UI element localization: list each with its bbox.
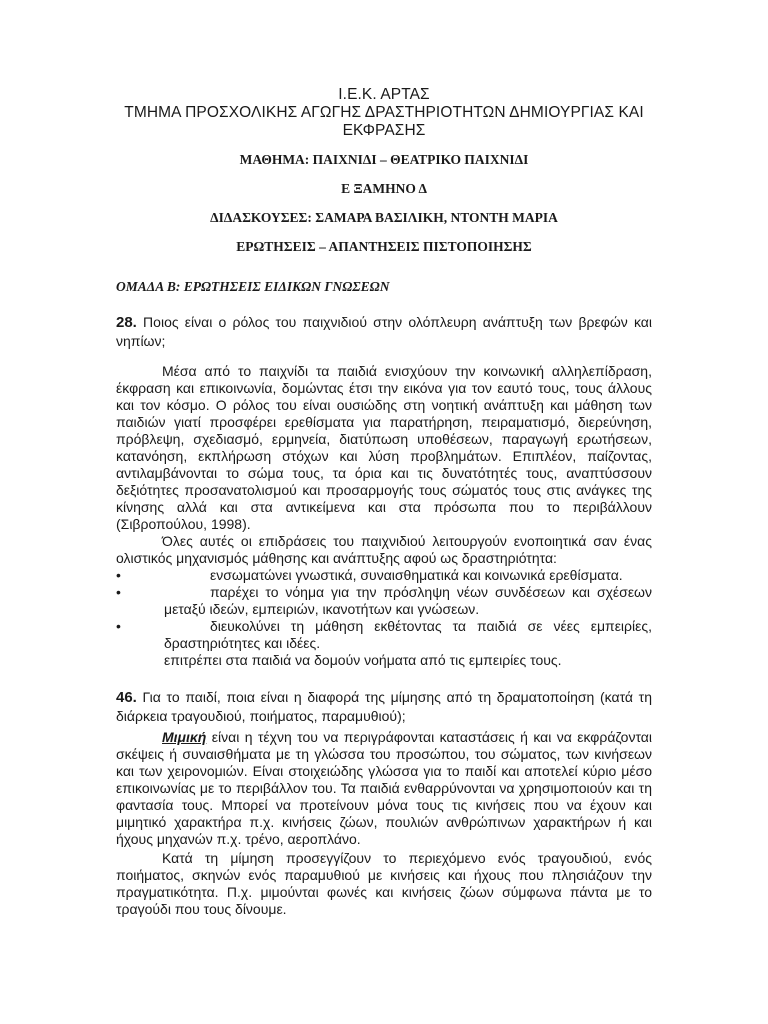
bullet-icon: • [116, 584, 121, 600]
document-subtitle: ΕΡΩΤΗΣΕΙΣ – ΑΠΑΝΤΗΣΕΙΣ ΠΙΣΤΟΠΟΙΗΣΗΣ [236, 239, 532, 254]
course-title: ΜΑΘΗΜΑ: ΠΑΙΧΝΙΔΙ – ΘΕΑΤΡΙΚΟ ΠΑΙΧΝΙΔΙ [239, 152, 529, 167]
bullet-icon: • [116, 618, 121, 634]
answer-28 [116, 363, 652, 669]
question-number: 28. [116, 314, 137, 331]
group-title: ΟΜΑΔΑ Β: ΕΡΩΤΗΣΕΙΣ ΕΙΔΙΚΩΝ ΓΝΩΣΕΩΝ [116, 279, 390, 294]
school-name: Ι.Ε.Κ. ΑΡΤΑΣ [338, 86, 430, 103]
list-item [116, 567, 652, 584]
answer-paragraph: Όλες αυτές οι επιδράσεις του παιχνιδιού λειτουργούν ενοποιητικά σαν ένας ολιστικός μηχανισμός μάθησης και ανάπτυξης αφού ως δραστηριότητα: [116, 533, 652, 566]
list-item-text: διευκολύνει τη μάθηση εκθέτοντας τα παιδιά σε νέες εμπειρίες, δραστηριότητες και ιδέες. [164, 618, 652, 651]
answer-paragraph: Μέσα από το παιχνίδι τα παιδιά ενισχύουν την κοινωνική αλληλεπίδραση, έκφραση και επικοινωνία, δομώντας έτσι την εικόνα για τον εαυτό τους, τους άλλους και τον κόσμο. Ο ρόλος του είναι ουσιώδης στη νοητική ανάπτυξη και μάθηση των παιδιών γιατί προσφέρει ερεθίσματα για παρατήρηση, πειραματισμό, διερεύνηση, πρόβλεψη, σχεδιασμό, ερμηνεία, διατύπωση υποθέσεων, παραγωγή ερωτήσεων, κατανόηση, εκπλήρωση στόχων και λύση προβλημάτων. Επιπλέον, παίζοντας, αντιλαμβάνονται το σώμα τους, τα όρια και τις δυνατότητές τους, αναπτύσσουν δεξιότητες προσανατολισμού και προσαρμογής τους σώματός τους στις ανάγκες της κίνησης αλλά και στα αντικείμενα και στα πρόσωπα που το περιβάλλουν (Σιβροπούλου, 1998). [116, 363, 652, 532]
question-text: Για το παιδί, ποια είναι η διαφορά της μίμησης από τη δραματοποίηση (κατά τη διάρκεια τραγουδιού, ποιήματος, παραμυθιού); [116, 689, 652, 724]
definition-text: είναι η τέχνη του να περιγράφονται καταστάσεις ή και να εκφράζονται σκέψεις ή συναισθήματα με τη γλώσσα του προσώπου, του σώματος, των κινήσεων και των χειρονομιών. Είναι στοιχειώδης γλώσσα για το παιδί και αποτελεί κύριο μέσο επικοινωνίας με το περιβάλλον του. Τα παιδιά ενθαρρύνονται να χρησιμοποιούν και τη φαντασία τους. Μπορεί να προτείνουν μόνα τους τις κινήσεις που να έχουν και μιμητικό χαρακτήρα π.χ. κινήσεις ζώων, πουλιών ανθρώπινων χαρακτήρων ή και ήχους μηχανών π.χ. τρένο, αεροπλάνο. [116, 729, 652, 847]
document-header [100, 86, 668, 140]
teachers: ΔΙΔΑΣΚΟΥΣΕΣ: ΣΑΜΑΡΑ ΒΑΣΙΛΙΚΗ, ΝΤΟΝΤΗ ΜΑΡΙΑ [210, 210, 558, 225]
answer-46 [116, 729, 652, 848]
bullet-icon: • [116, 567, 121, 583]
question-text: Ποιος είναι ο ρόλος του παιχνιδιού στην ολόπλευρη ανάπτυξη των βρεφών και νηπίων; [116, 314, 652, 349]
list-item [116, 584, 652, 618]
list-item [116, 618, 652, 652]
list-item-text: ενσωματώνει γνωστικά, συναισθηματικά και κοινωνικά ερεθίσματα. [210, 567, 623, 583]
answer-last-line: επιτρέπει στα παιδιά να δομούν νοήματα από τις εμπειρίες τους. [164, 652, 562, 668]
question-46 [116, 688, 652, 725]
answer-paragraph: Κατά τη μίμηση προσεγγίζουν το περιεχόμενο ενός τραγουδιού, ενός ποιήματος, σκηνών ενός παραμυθιού με κινήσεις και ήχους που πλησιάζουν την πραγματικότητα. Π.χ. μιμούνται φωνές και κινήσεις ζώων σύμφωνα πάντα με το τραγούδι που τους δίνουμε. [116, 850, 652, 917]
semester: Ε ΞΑΜΗΝΟ Δ [341, 181, 427, 196]
question-number: 46. [116, 689, 137, 706]
term-mimiki: Μιμική [162, 729, 207, 745]
answer-paragraph [116, 729, 652, 848]
question-28 [116, 313, 652, 350]
answer-46-continued [116, 850, 652, 918]
list-item-text: παρέχει το νόημα για την πρόσληψη νέων συνδέσεων και σχέσεων μεταξύ ιδεών, εμπειριών, ικανοτήτων και γνώσεων. [164, 584, 652, 617]
department-name: ΤΜΗΜΑ ΠΡΟΣΧΟΛΙΚΗΣ ΑΓΩΓΗΣ ΔΡΑΣΤΗΡΙΟΤΗΤΩΝ ΔΗΜΙΟΥΡΓΙΑΣ ΚΑΙ [124, 104, 644, 121]
department-name-cont: ΕΚΦΡΑΣΗΣ [342, 122, 426, 139]
